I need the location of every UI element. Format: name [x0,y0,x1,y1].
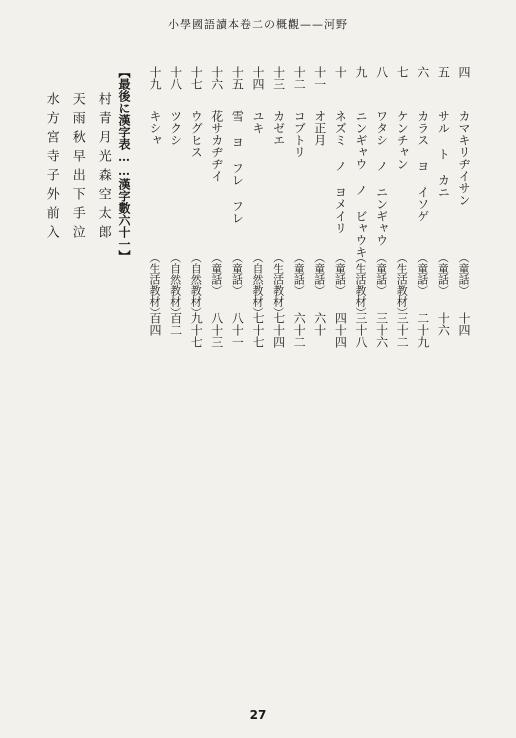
lesson-page: 十四 [457,312,471,336]
lesson-number: 十三 [271,66,286,90]
lesson-title: ユキ [251,110,265,134]
lesson-number: 十一 [312,66,327,90]
lesson-number: 六 [415,66,430,78]
lesson-title: カラス ヨ イソゲ [415,110,430,222]
lesson-category: （自然教材） [168,252,182,318]
lesson-category: （童話） [209,252,223,296]
lesson-category: （自然教材） [251,252,264,318]
lesson-page: 八十一 [230,312,245,348]
lesson-number: 十九 [148,66,162,90]
lesson-category: （童話） [292,252,306,296]
lesson-title: 花サカヂヂイ [209,110,224,182]
lesson-number: 五 [436,66,451,78]
lesson-page: 九十七 [189,312,204,348]
lesson-category: （生活教材） [148,252,161,318]
lesson-category: （童話） [312,252,326,296]
running-head: 小學國語讀本卷二の概觀——河野 [168,18,348,31]
lesson-page: 二十九 [415,312,430,348]
lesson-page: 百四 [148,312,162,336]
lesson-number: 八 [374,66,389,78]
lesson-title: カマキリヂイサン [457,110,471,206]
lesson-page: 四十四 [333,312,348,348]
lesson-category: （生活教材） [354,252,367,318]
lesson-title: ワタシ ノ ニンギャウ [374,110,389,246]
lesson-number: 十八 [168,66,183,90]
lesson-page: 六十二 [292,312,307,348]
lesson-category: （童話） [374,252,388,296]
kanji-column: 村青月光森空太郎 [95,92,111,244]
lesson-page: 百二 [168,312,183,336]
lesson-number: 十四 [251,66,265,90]
lesson-page: 六十 [312,312,327,336]
kanji-column: 水方宮寺子外前入 [43,92,59,244]
lesson-title: ニンギャウ ノ ビャウキ [354,110,368,258]
lesson-title: コブトリ [292,110,307,158]
lesson-number: 七 [395,66,410,78]
lesson-category: （童話） [230,252,244,296]
lesson-number: 九 [354,66,368,78]
lesson-category: （生活教材） [395,252,409,318]
lesson-title: 雪 ヨ フレ フレ [230,110,245,224]
lesson-page: 三十二 [395,312,410,348]
page-number: 27 [249,708,267,722]
lesson-category: （童話） [457,252,470,296]
lesson-category: （自然教材） [189,252,203,318]
lesson-title: サル ト カニ [436,110,451,198]
lesson-number: 十七 [189,66,204,90]
lesson-title: ツクシ [168,110,183,146]
lesson-title: ケンチャン [395,110,410,170]
lesson-category: （生活教材） [271,252,285,318]
lesson-title: オ正月 [312,110,327,146]
lesson-title: ウグヒス [189,110,204,158]
lesson-number: 十 [333,66,348,78]
lesson-page: 十六 [436,312,451,336]
lesson-number: 十五 [230,66,245,90]
lesson-category: （童話） [333,252,347,296]
lesson-title: キシャ [148,110,162,146]
kanji-heading: 【最後に漢字表……漢字數六十一】 [117,66,131,262]
lesson-number: 四 [457,66,471,78]
lesson-category: （童話） [436,252,450,296]
lesson-page: 八十三 [209,312,224,348]
kanji-column: 天雨秋早出下手泣 [69,92,85,244]
lesson-title: カゼエ [271,110,286,146]
lesson-category: （童話） [415,252,429,296]
lesson-title: ネズミ ノ ヨメイリ [333,110,348,234]
lesson-page: 七十七 [251,312,265,348]
lesson-number: 十二 [292,66,307,90]
lesson-page: 七十四 [271,312,286,348]
lesson-number: 十六 [209,66,224,90]
lesson-page: 三十六 [374,312,389,348]
lesson-page: 三十八 [354,312,368,348]
